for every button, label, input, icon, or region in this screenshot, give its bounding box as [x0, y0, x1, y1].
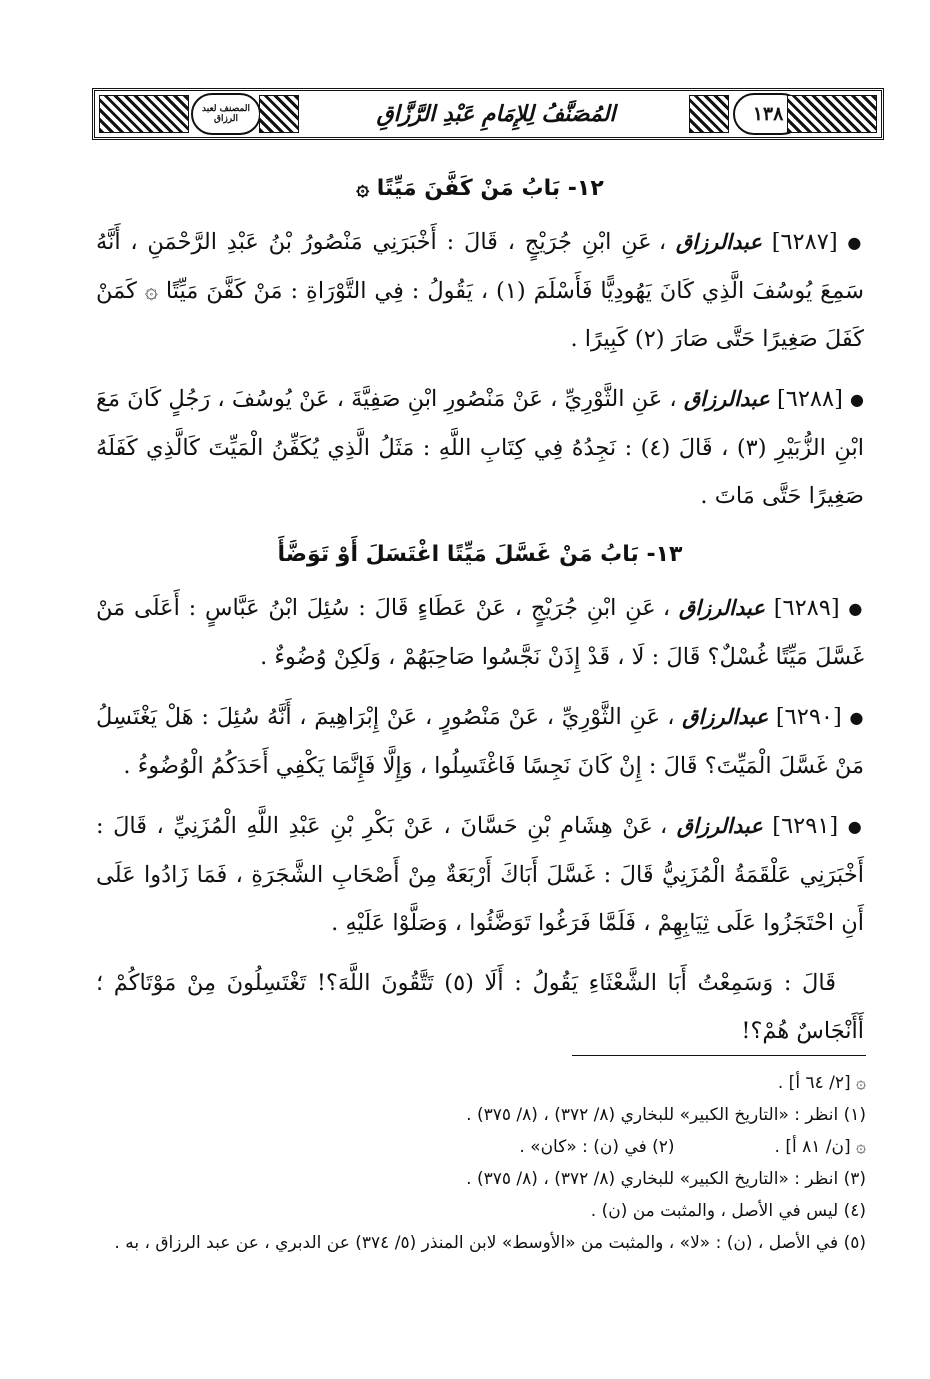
narrator-name: عبدالرزاق — [682, 705, 769, 729]
hadith-text: ، عَنِ ابْنِ جُرَيْجٍ ، عَنْ عَطَاءٍ قَالَ : سُئِلَ ابْنُ عَبَّاسٍ : أَعَلَى مَنْ غَسَّلَ مَيِّتًا غُسْلٌ؟ قَالَ : لَا ، قَدْ إِذَنْ نَجَّسُوا صَاحِبَهُمْ ، وَلَكِنْ وُضُوءٌ . — [96, 595, 864, 670]
footnote-marker-2: ۞ [ن/ ٨١ أ] . — [774, 1137, 866, 1157]
bullet-icon: ● — [848, 599, 865, 618]
narrator-name: عبدالرزاق — [683, 387, 770, 411]
hadith-number: [٦٢٩١] — [772, 813, 839, 839]
bullet-icon: ● — [849, 708, 865, 727]
hadith-6287 — [96, 218, 864, 363]
narrator-name: عبدالرزاق — [676, 814, 763, 838]
hadith-6290 — [96, 693, 864, 790]
emblem-text: المصنف لعبد الرزاق — [202, 104, 250, 124]
hadith-text: ، عَنِ الثَّوْرِيِّ ، عَنْ مَنْصُورٍ ، عَنْ إِبْرَاهِيمَ ، أَنَّهُ سُئِلَ : هَلْ يَغْتَسِلُ مَنْ غَسَّلَ الْمَيِّتَ؟ قَالَ : إِنْ كَانَ نَجِسًا فَاغْتَسِلُوا ، وَإِلَّا فَإِنَّمَا يَكْفِي أَحَدَكُمُ الْوُضُوءُ . — [96, 704, 864, 779]
footnote-4: (٤) ليس في الأصل ، والمثبت من (ن) . — [590, 1201, 866, 1221]
footnotes — [96, 1067, 866, 1259]
bullet-icon: ● — [847, 233, 864, 252]
narrator-name: عبدالرزاق — [675, 230, 762, 254]
hadith-6288 — [96, 375, 864, 520]
bullet-icon: ● — [847, 817, 865, 836]
running-title: المُصَنَّفُ لِلإِمَامِ عَبْدِ الرَّزَّاقِ — [376, 101, 616, 127]
hadith-6291 — [96, 802, 864, 947]
footnote-divider — [572, 1055, 866, 1056]
hadith-text: ، عَنِ ابْنِ جُرَيْجٍ ، قَالَ : أَخْبَرَنِي مَنْصُورُ بْنُ عَبْدِ الرَّحْمَنِ ، أَنَّهُ سَمِعَ يُوسُفَ الَّذِي كَانَ يَهُودِيًّا فَأَسْلَمَ (١) ، يَقُولُ : فِي التَّوْرَاةِ : مَنْ كَفَّنَ مَيِّتًا ۞ كَمَنْ كَفَلَ صَغِيرًا حَتَّى صَارَ (٢) كَبِيرًا . — [96, 229, 864, 352]
page-number-text: ١٣٨ — [752, 103, 784, 125]
hadith-number: [٦٢٨٧] — [771, 229, 838, 255]
footnote-3: (٣) انظر : «التاريخ الكبير» للبخاري (٨/ ٣٧٢) ، (٨/ ٣٧٥) . — [466, 1169, 866, 1189]
chapter-heading: ١٢- بَابُ مَنْ كَفَّنَ مَيِّتًا ۞ — [356, 176, 604, 201]
ornament-border-right — [787, 95, 877, 133]
hadith-number: [٦٢٨٨] — [776, 386, 843, 412]
main-text — [96, 168, 864, 1067]
emblem-medallion — [191, 93, 261, 135]
bullet-icon: ● — [850, 390, 864, 409]
page-header — [92, 88, 884, 140]
hadith-text: ، عَنْ هِشَامِ بْنِ حَسَّانَ ، عَنْ بَكْرِ بْنِ عَبْدِ اللَّهِ الْمُزَنِيِّ ، قَالَ : أَخْبَرَنِي عَلْقَمَةُ الْمُزَنِيُّ قَالَ : غَسَّلَ أَبَاكَ أَرْبَعَةٌ مِنْ أَصْحَابِ الشَّجَرَةِ ، فَمَا زَادُوا عَلَى أَنِ احْتَجَزُوا عَلَى ثِيَابِهِمْ ، فَلَمَّا فَرَغُوا تَوَضَّئُوا ، وَصَلَّوْا عَلَيْهِ . — [96, 813, 864, 936]
ornament-border-left — [99, 95, 189, 133]
hadith-number: [٦٢٨٩] — [773, 595, 840, 621]
narrator-name: عبدالرزاق — [678, 596, 765, 620]
hadith-number: [٦٢٩٠] — [775, 704, 842, 730]
footnote-1: (١) انظر : «التاريخ الكبير» للبخاري (٨/ ٣٧٢) ، (٨/ ٣٧٥) . — [466, 1105, 866, 1125]
chapter-heading: ١٣- بَابُ مَنْ غَسَّلَ مَيِّتًا اغْتَسَلَ أَوْ تَوَضَّأَ — [277, 542, 683, 567]
hadith-text: ، عَنِ الثَّوْرِيِّ ، عَنْ مَنْصُورِ ابْنِ صَفِيَّةَ ، عَنْ يُوسُفَ ، رَجُلٍ كَانَ مَعَ ابْنِ الزُّبَيْرِ (٣) ، قَالَ (٤) : نَجِدُهُ فِي كِتَابِ اللَّهِ : مَثَلُ الَّذِي يُكَفِّنُ الْمَيِّتَ كَالَّذِي كَفَلَهُ صَغِيرًا حَتَّى مَاتَ . — [96, 386, 865, 509]
footnote-5: (٥) في الأصل ، (ن) : «لا» ، والمثبت من «الأوسط» لابن المنذر (٥/ ٣٧٤) عن الدبري ، عن عبد الرزاق ، به . — [114, 1233, 866, 1253]
footnote-row — [96, 1131, 866, 1163]
ornament-inner-left — [259, 95, 299, 133]
closing-paragraph: قَالَ : وَسَمِعْتُ أَبَا الشَّعْثَاءِ يَقُولُ : أَلَا (٥) تَتَّقُونَ اللَّهَ؟! تَغْتَسِلُونَ مِنْ مَوْتَاكُمْ ؛ أَأَنْجَاسٌ هُمْ؟! — [96, 970, 864, 1044]
ornament-inner-right — [689, 95, 729, 133]
footnote-2: (٢) في (ن) : «كان» . — [519, 1137, 675, 1157]
hadith-6289 — [96, 584, 864, 681]
footnote-marker-1: ۞ [٢/ ٦٤ أ] . — [777, 1073, 866, 1093]
